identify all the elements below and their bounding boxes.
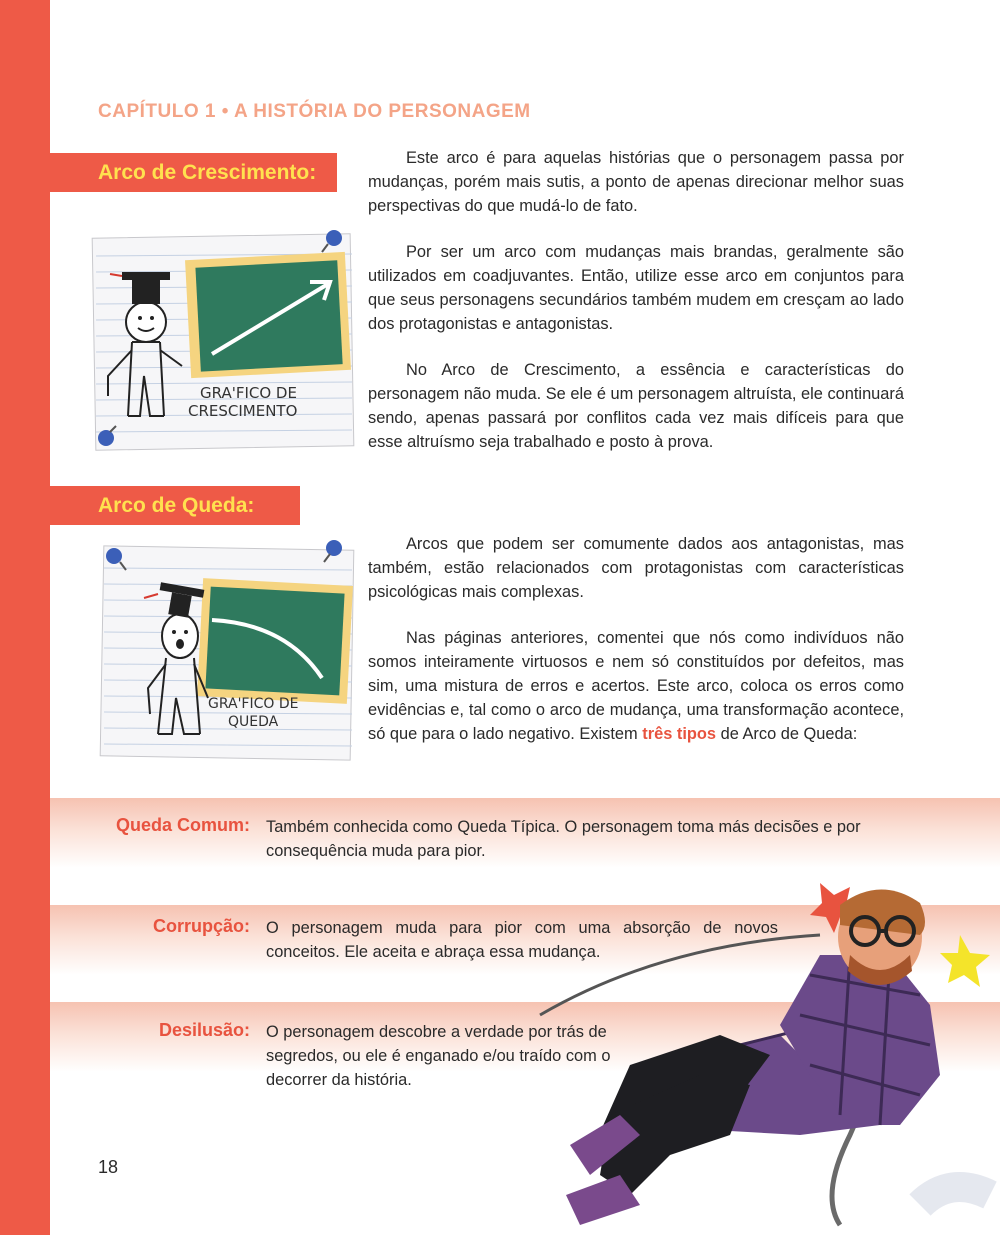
fall-chart-label-line1: GRA'FICO DE — [208, 696, 299, 712]
section-title-fall-arc: Arco de Queda: — [50, 486, 300, 525]
fall-chart-illustration — [96, 538, 358, 764]
fall-type-term-common: Queda Comum: — [115, 815, 250, 835]
growth-chart-illustration — [88, 226, 360, 454]
fall-type-definition-disillusion: O personagem descobre a verdade por trás de segredos, ou ele é enganado e/ou traído com o decorrer da história. — [266, 1023, 611, 1089]
side-bar — [0, 0, 50, 1235]
falling-character-illustration — [520, 875, 1000, 1235]
fall-type-term-corruption: Corrupção: — [152, 916, 250, 936]
fall-type-definition-corruption: O personagem muda para pior com uma absorção de novos conceitos. Ele aceita e abraça essa mudança. — [266, 919, 778, 961]
section-title-growth-arc: Arco de Crescimento: — [50, 153, 337, 192]
fall-arc-paragraph-2: Nas páginas anteriores, comentei que nós como indivíduos não somos inteiramente virtuosos e nem só constituídos por defeitos, mas sim, uma mistura de erros e acertos. Este arco, coloca os erros como evidências e, tal como o arco de mudança, uma transformação acontece, só que para o lado negativo. Existem três tipos de Arco de Queda: — [368, 629, 904, 743]
fall-type-definition-common: Também conhecida como Queda Típica. O personagem toma más decisões e por consequência muda para pior. — [266, 818, 861, 860]
page-number: 18 — [98, 1157, 119, 1177]
growth-arc-paragraph-3: No Arco de Crescimento, a essência e características do personagem não muda. Se ele é um personagem altruísta, ele continuará sendo, apenas passará por conflitos cada vez mais difíceis para que esse altruísmo seja trabalhado e posto à prova. — [368, 361, 904, 451]
growth-arc-paragraph-1: Este arco é para aquelas histórias que o personagem passa por mudanças, porém mais sutis, a ponto de apenas direcionar melhor suas perspectivas do que mudá-lo de fato. — [368, 149, 904, 215]
three-types-highlight: três tipos — [642, 725, 717, 743]
growth-chart-label-line2: CRESCIMENTO — [188, 402, 298, 420]
fall-arc-paragraph-1: Arcos que podem ser comumente dados aos antagonistas, mas também, estão relacionados com protagonistas com características psicológicas mais complexas. — [368, 535, 904, 601]
fall-chart-label-line2: QUEDA — [228, 714, 279, 730]
growth-arc-paragraph-2: Por ser um arco com mudanças mais brandas, geralmente são utilizados em coadjuvantes. Então, utilize esse arco em conjuntos para que seus personagens secundários também mudem em cresçam ao lado dos protagonistas e antagonistas. — [368, 243, 904, 333]
growth-chart-label-line1: GRA'FICO DE — [200, 384, 297, 402]
chapter-heading: CAPÍTULO 1 • A HISTÓRIA DO PERSONAGEM — [98, 101, 531, 122]
fall-type-term-disillusion: Desilusão: — [158, 1020, 250, 1040]
